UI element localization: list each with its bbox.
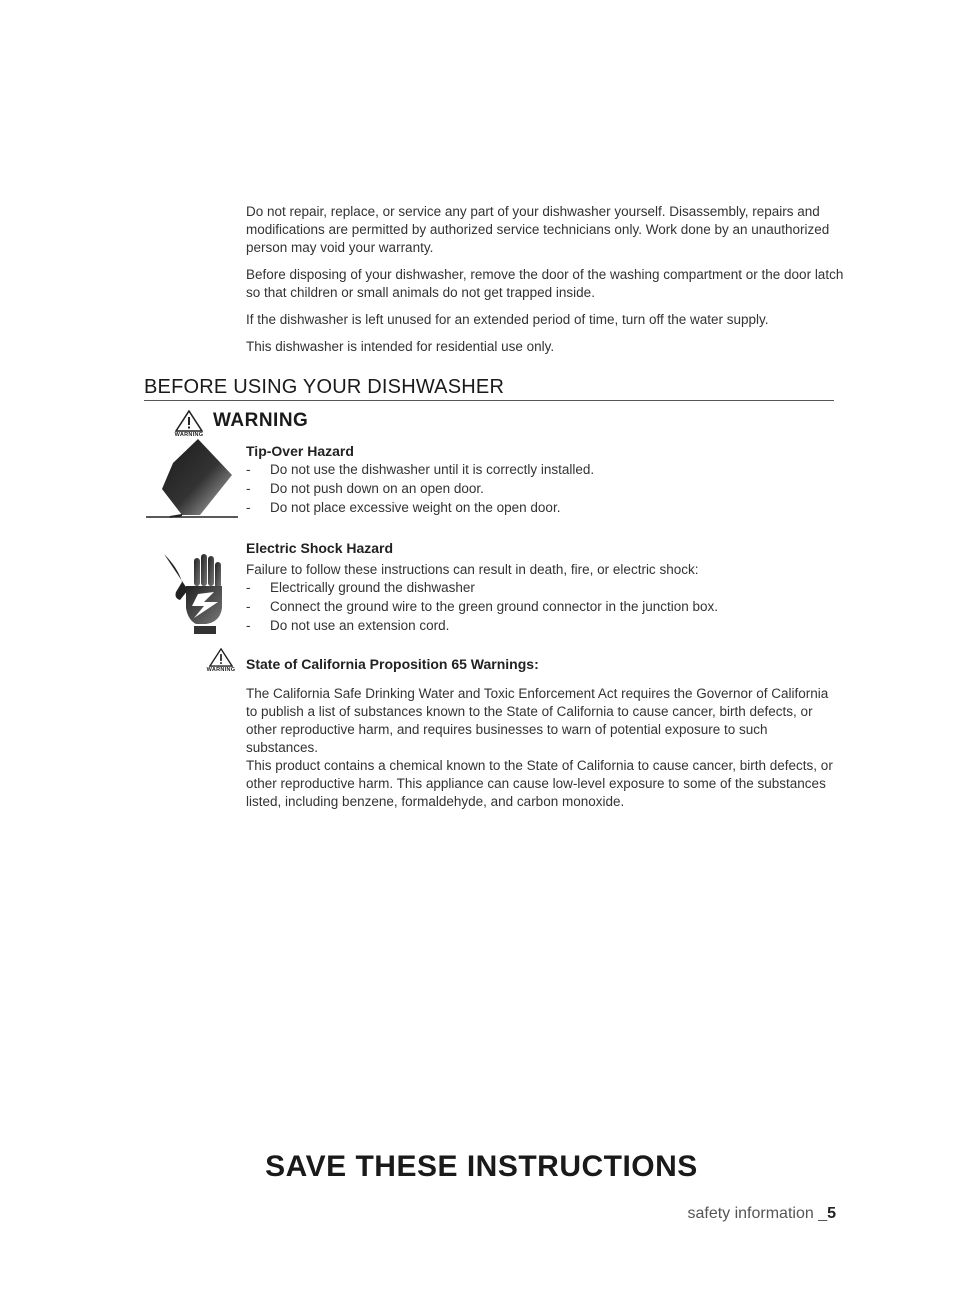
warning-symbol-label: WARNING bbox=[174, 432, 204, 438]
intro-paragraph-disposal: Before disposing of your dishwasher, remove the door of the washing compartment or the door latch so that children or small animals do not get trapped inside. bbox=[246, 267, 844, 300]
electric-hazard-intro: Failure to follow these instructions can result in death, fire, or electric shock: bbox=[246, 562, 699, 577]
tip-over-hazard-icon bbox=[140, 435, 240, 525]
intro-paragraph-unused: If the dishwasher is left unused for an extended period of time, turn off the water supply. bbox=[246, 312, 769, 327]
page-footer bbox=[687, 1205, 836, 1223]
list-item: - Do not use the dishwasher until it is correctly installed. bbox=[246, 460, 846, 479]
page-number: 5 bbox=[827, 1205, 836, 1222]
intro-paragraph-residential: This dishwasher is intended for residential use only. bbox=[246, 339, 555, 354]
list-item: - Electrically ground the dishwasher bbox=[246, 578, 846, 597]
electric-hazard-title: Electric Shock Hazard bbox=[246, 540, 394, 556]
footer-label: safety information _ bbox=[687, 1205, 828, 1222]
prop65-paragraph-product: This product contains a chemical known to the State of California to cause cancer, birth defects, or other reproductive harm. This appliance can cause low-level exposure to some of the substances listed, including benzene, formaldehyde, and carbon monoxide. bbox=[246, 758, 833, 809]
prop65-symbol-label: WARNING bbox=[206, 667, 236, 673]
list-item: - Do not push down on an open door. bbox=[246, 479, 846, 498]
warning-triangle-icon bbox=[175, 410, 203, 432]
tipover-hazard-title: Tip-Over Hazard bbox=[246, 443, 354, 459]
prop65-warning-symbol bbox=[206, 648, 236, 673]
warning-triangle-icon bbox=[209, 648, 233, 667]
list-item: - Do not use an extension cord. bbox=[246, 616, 846, 635]
prop65-paragraph-act: The California Safe Drinking Water and Toxic Enforcement Act requires the Governor of California to publish a list of substances known to the State of California to cause cancer, birth defects, or other reproductive harm, and requires businesses to warn of potential exposure to such substances. bbox=[246, 686, 829, 755]
intro-paragraph-repair: Do not repair, replace, or service any part of your dishwasher yourself. Disassembly, repairs and modifications are permitted by authorized service technicians only. Work done by an unauthorized person may void your warranty. bbox=[246, 204, 830, 255]
section-title: BEFORE USING YOUR DISHWASHER bbox=[144, 376, 505, 398]
save-instructions-banner: SAVE THESE INSTRUCTIONS bbox=[265, 1150, 698, 1183]
section-divider bbox=[144, 400, 834, 401]
list-item: - Do not place excessive weight on the open door. bbox=[246, 498, 846, 517]
list-item: - Connect the ground wire to the green ground connector in the junction box. bbox=[246, 597, 846, 616]
electric-hazard-list bbox=[246, 578, 846, 635]
warning-heading: WARNING bbox=[213, 410, 309, 431]
tipover-hazard-list bbox=[246, 460, 846, 517]
prop65-title: State of California Proposition 65 Warnings: bbox=[246, 656, 539, 672]
electric-shock-icon bbox=[160, 548, 232, 636]
warning-symbol bbox=[174, 410, 204, 438]
